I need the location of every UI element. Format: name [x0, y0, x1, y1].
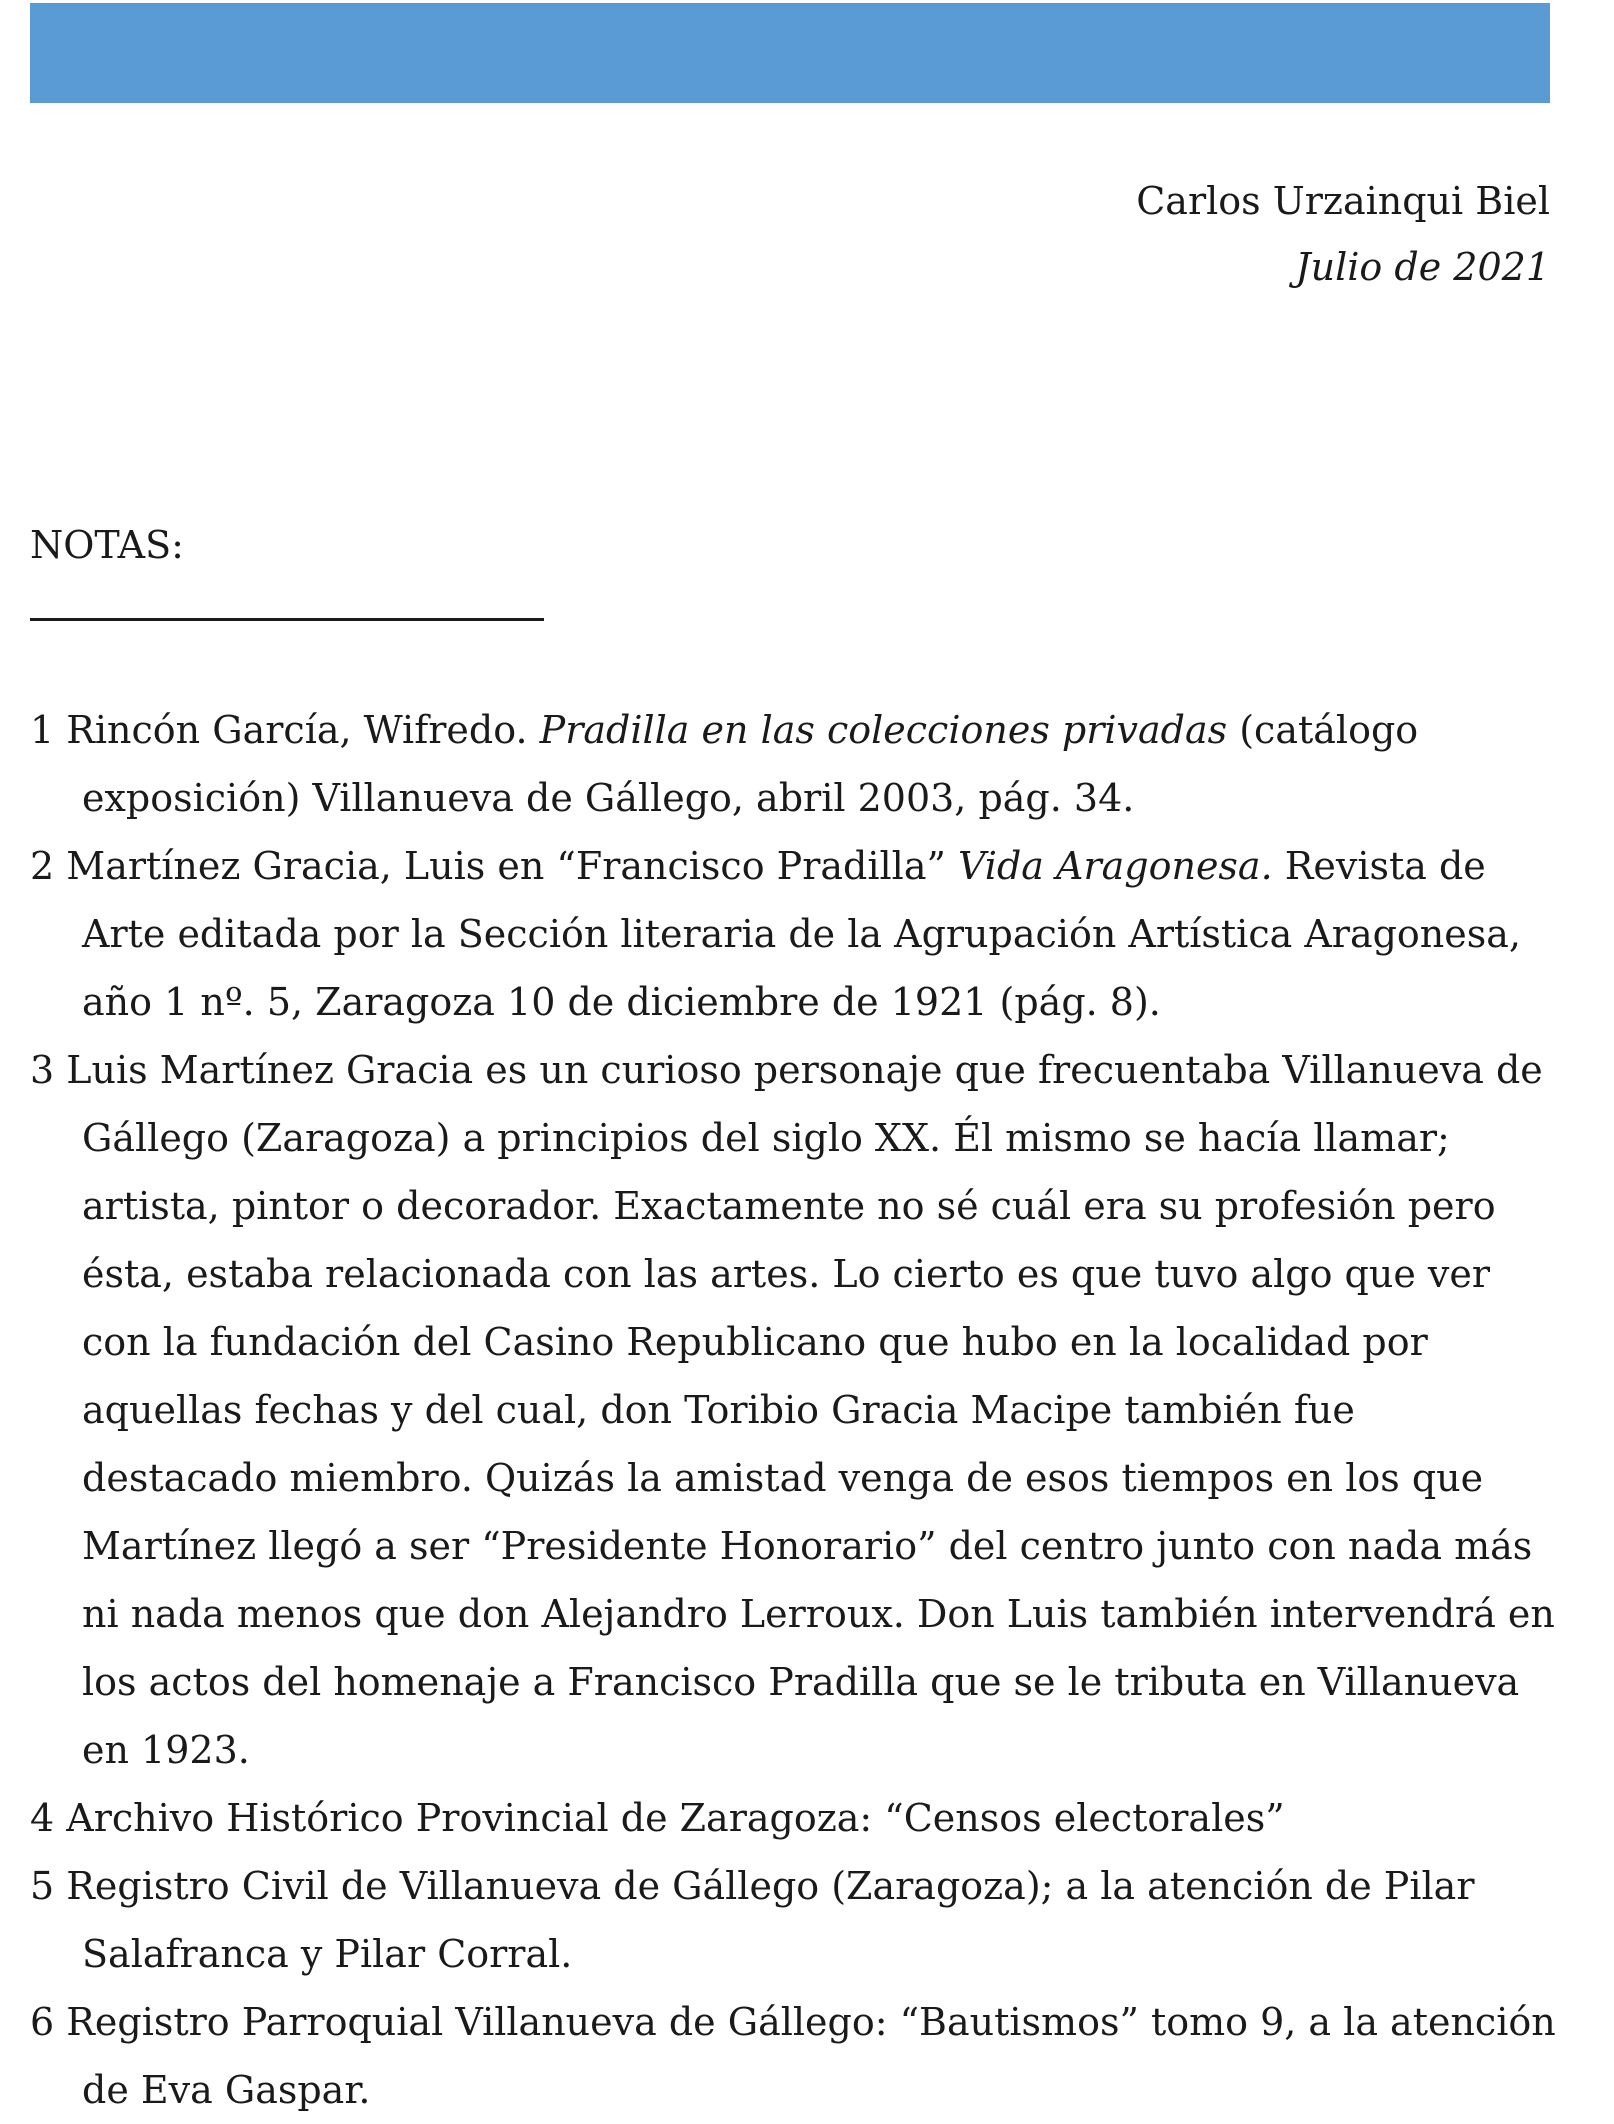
- notes-divider: [30, 618, 544, 621]
- note-item: [30, 832, 1560, 1036]
- note-text: Rincón García, Wifredo.: [66, 708, 540, 752]
- note-number: 5: [30, 1864, 55, 1908]
- note-text: Martínez Gracia, Luis en “Francisco Pradilla”: [66, 844, 959, 888]
- notes-heading: NOTAS:: [30, 523, 184, 567]
- note-number: 6: [30, 2000, 55, 2044]
- note-title-italic: Pradilla en las colecciones privadas: [539, 708, 1228, 752]
- note-number: 4: [30, 1796, 55, 1840]
- note-title-italic: Vida Aragonesa.: [958, 844, 1273, 888]
- note-item: [30, 1852, 1560, 1988]
- signature-date: Julio de 2021: [1295, 245, 1550, 289]
- note-item: [30, 1036, 1560, 1784]
- author-name: Carlos Urzainqui Biel: [1136, 179, 1550, 223]
- note-number: 1: [30, 708, 55, 752]
- note-text: Luis Martínez Gracia es un curioso personaje que frecuentaba Villanueva de Gállego (Zaragoza) a principios del siglo XX. Él mismo se hacía llamar; artista, pintor o decorador. Exactamente no sé cuál era su profesión pero ésta, estaba relacionada con las artes. Lo cierto es que tuvo algo que ver con la fundación del Casino Republicano que hubo en la localidad por aquellas fechas y del cual, don Toribio Gracia Macipe también fue destacado miembro. Quizás la amistad venga de esos tiempos en los que Martínez llegó a ser “Presidente Honorario” del centro junto con nada más ni nada menos que don Alejandro Lerroux. Don Luis también intervendrá en los actos del homenaje a Francisco Pradilla que se le tributa en Villanueva en 1923.: [66, 1048, 1555, 1772]
- note-text-after: (catálogo exposición) Villanueva de Gállego, abril 2003, pág. 34.: [82, 708, 1419, 820]
- note-item: [30, 1784, 1560, 1852]
- note-item: [30, 1988, 1560, 2124]
- note-text-after: Revista de Arte editada por la Sección literaria de la Agrupación Artística Aragonesa, año 1 nº. 5, Zaragoza 10 de diciembre de 1921 (pág. 8).: [82, 844, 1522, 1024]
- note-text: Registro Civil de Villanueva de Gállego (Zaragoza); a la atención de Pilar Salafranca y Pilar Corral.: [66, 1864, 1475, 1976]
- signature-block: [1136, 168, 1550, 300]
- note-number: 3: [30, 1048, 55, 1092]
- header-bar: [30, 3, 1550, 103]
- notes-list: [30, 696, 1560, 2124]
- note-item: [30, 696, 1560, 832]
- note-number: 2: [30, 844, 55, 888]
- note-text: Archivo Histórico Provincial de Zaragoza: “Censos electorales”: [66, 1796, 1285, 1840]
- note-text: Registro Parroquial Villanueva de Gállego: “Bautismos” tomo 9, a la atención de Eva Gaspar.: [66, 2000, 1556, 2112]
